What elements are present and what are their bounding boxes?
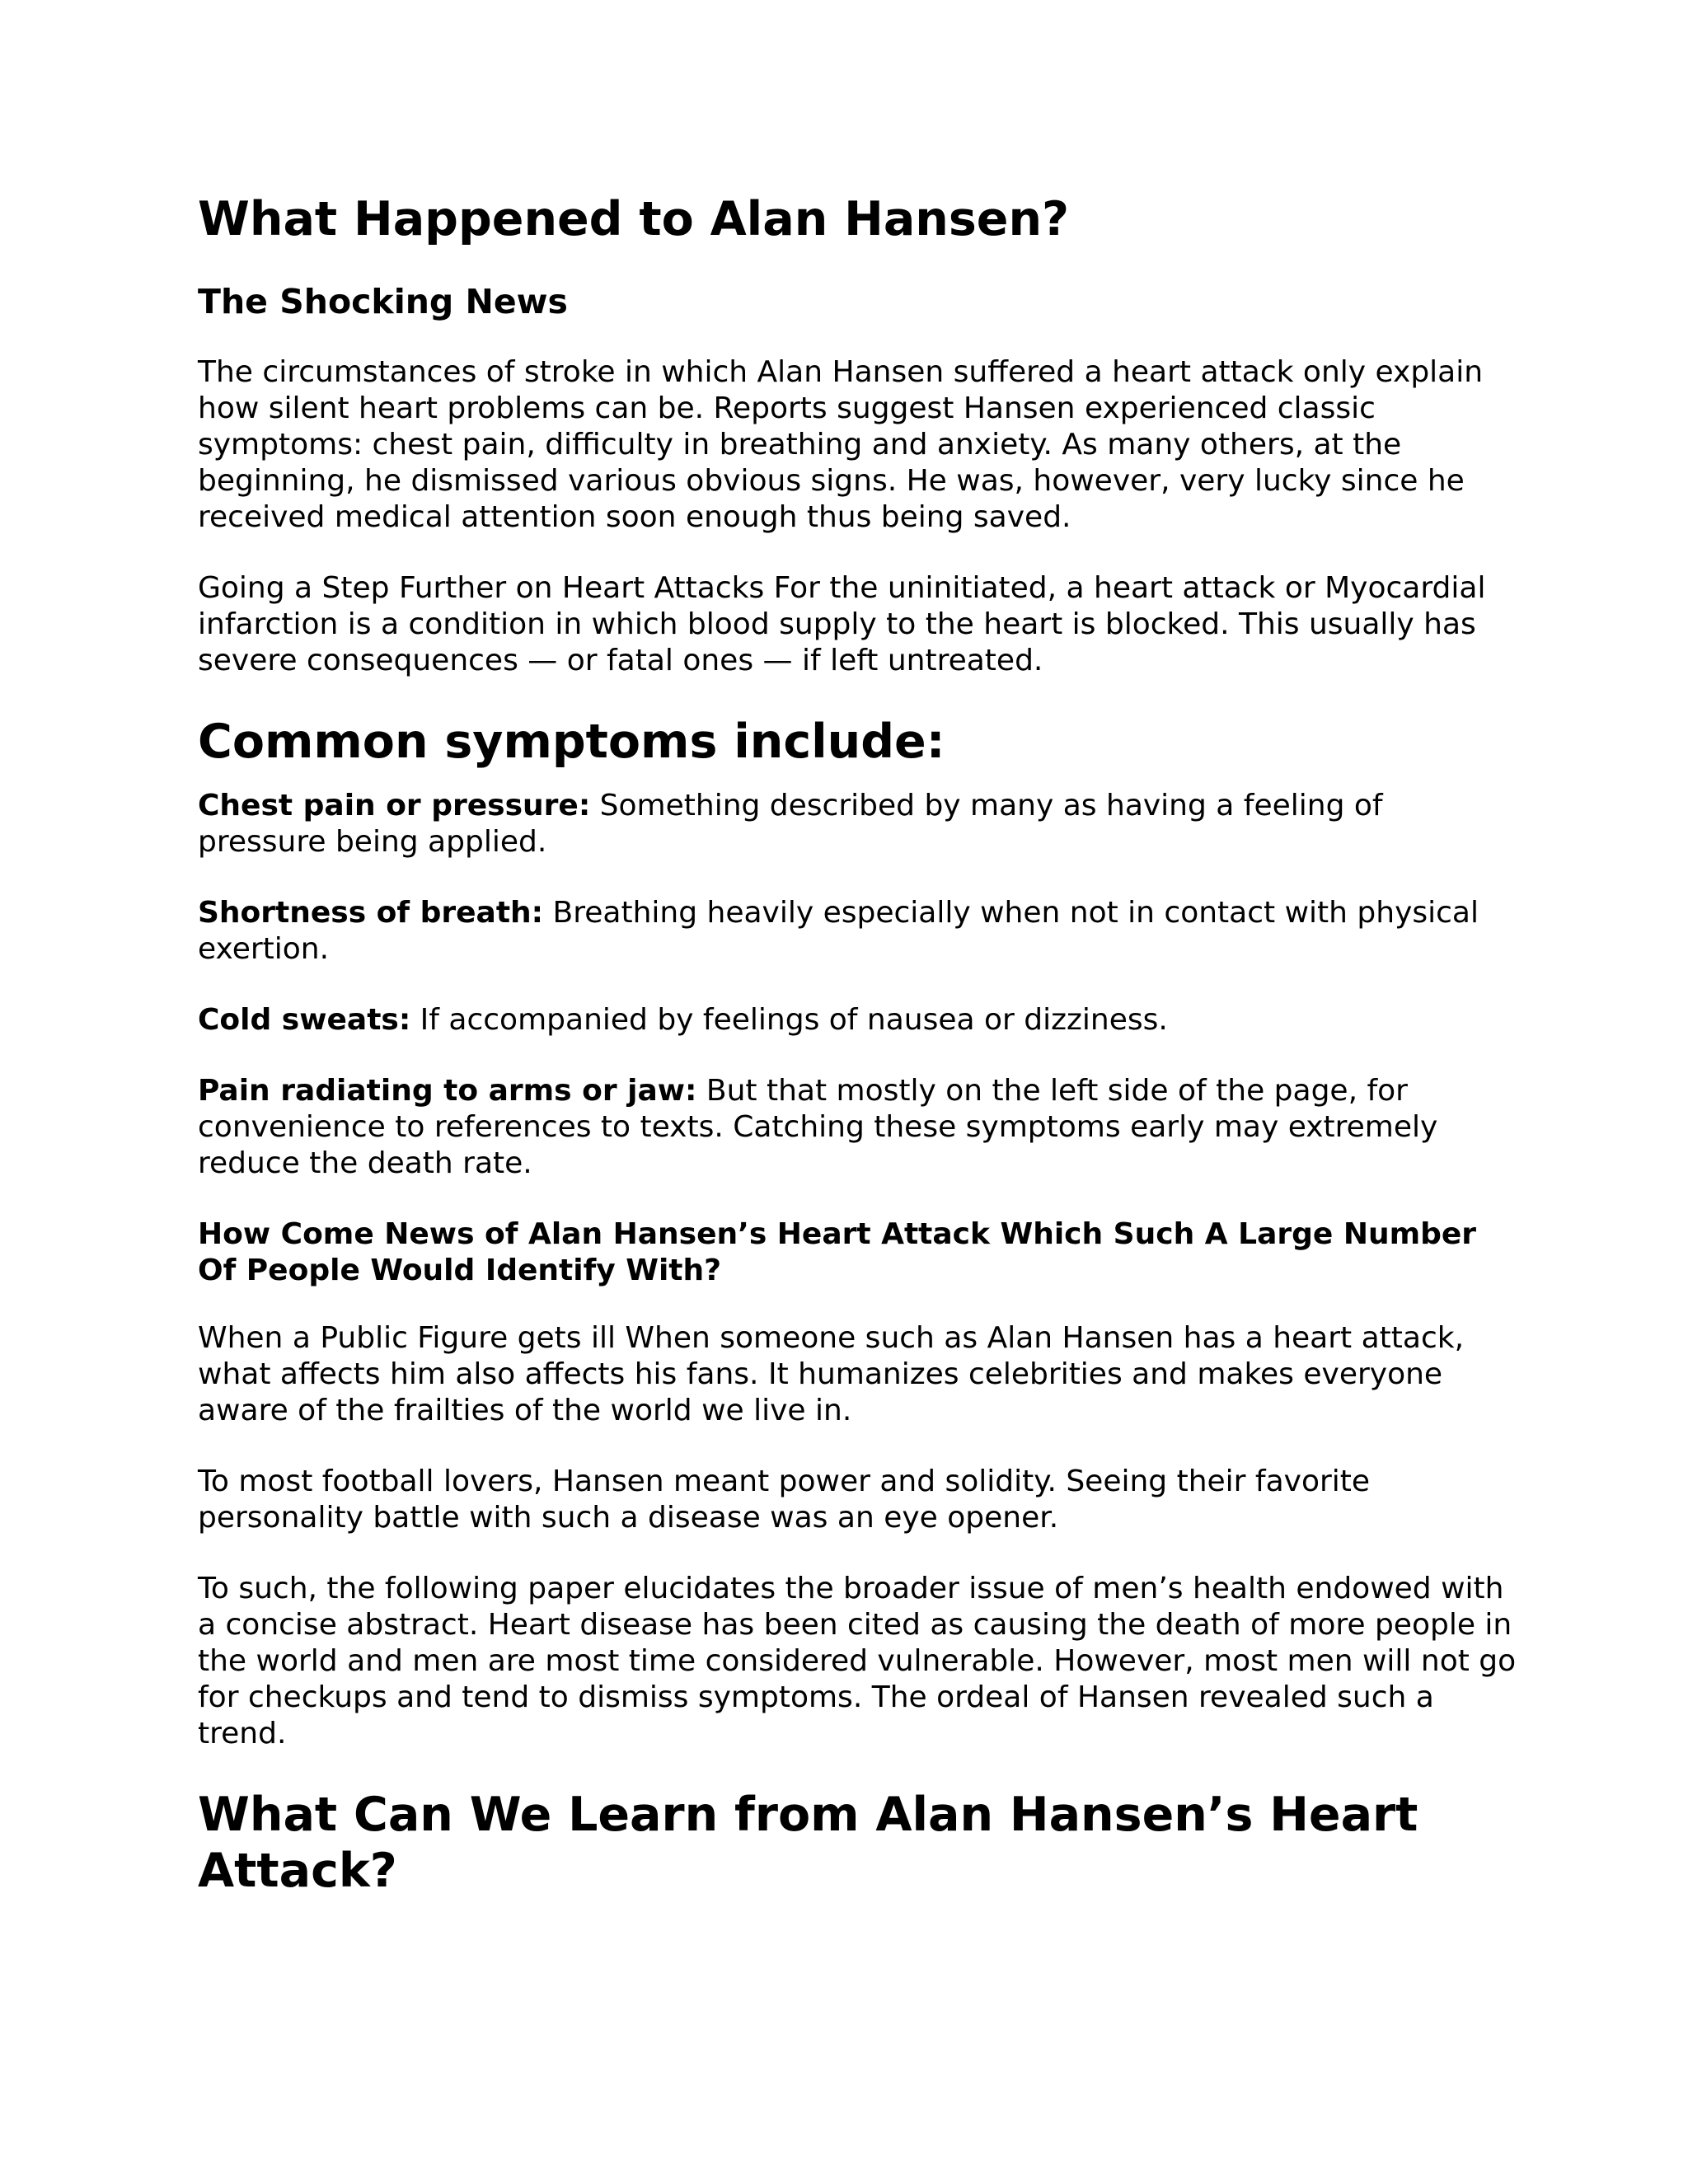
symptom-term: Pain radiating to arms or jaw: xyxy=(198,1074,697,1108)
symptom-description: If accompanied by feelings of nausea or dizziness. xyxy=(410,1003,1168,1037)
paragraph-football-lovers: To most football lovers, Hansen meant power and solidity. Seeing their favorite personality battle with such a disease was an eye opener. xyxy=(198,1465,1371,1535)
symptom-item xyxy=(198,788,1517,860)
symptom-item xyxy=(198,1002,1517,1038)
symptom-term: Chest pain or pressure: xyxy=(198,789,591,823)
paragraph-circumstances: The circumstances of stroke in which Alan Hansen suffered a heart attack only explain how silent heart problems can be. Reports suggest Hansen experienced classic symptoms: chest pain, difficulty in breathing and anxiety. As many others, at the beginning, he dismissed various obvious signs. He was, however, very lucky since he received medical attention soon enough thus being saved. xyxy=(198,355,1484,534)
page-title: What Happened to Alan Hansen? xyxy=(198,192,1070,246)
symptom-description: But that mostly on the left side of the page, for convenience to references to texts. Catching these symptoms early may extremely reduce the death rate. xyxy=(198,1074,1438,1180)
paragraph-mens-health: To such, the following paper elucidates the broader issue of men’s health endowed with a concise abstract. Heart disease has been cited as causing the death of more people in the world and men are most time considered vulnerable. However, most men will not go for checkups and tend to dismiss symptoms. The ordeal of Hansen revealed such a trend. xyxy=(198,1572,1517,1750)
symptom-term: Shortness of breath: xyxy=(198,896,544,930)
paragraph-heart-attack-definition: Going a Step Further on Heart Attacks For the uninitiated, a heart attack or Myocardial infarction is a condition in which blood supply to the heart is blocked. This usually has severe consequences — or fatal ones — if left untreated. xyxy=(198,571,1486,677)
learn-heading: What Can We Learn from Alan Hansen’s Heart Attack? xyxy=(198,1788,1418,1898)
section-heading-shocking-news: The Shocking News xyxy=(198,282,568,321)
article xyxy=(198,191,1517,1932)
symptom-item xyxy=(198,895,1517,968)
symptom-term: Cold sweats: xyxy=(198,1003,411,1037)
symptom-description: Something described by many as having a feeling of pressure being applied. xyxy=(198,789,1383,859)
symptoms-heading: Common symptoms include: xyxy=(198,715,945,769)
paragraph-public-figure: When a Public Figure gets ill When someone such as Alan Hansen has a heart attack, what affects him also affects his fans. It humanizes celebrities and makes everyone aware of the frailties of the world we live in. xyxy=(198,1321,1465,1427)
symptom-description: Breathing heavily especially when not in contact with physical exertion. xyxy=(198,896,1479,966)
symptom-item xyxy=(198,1073,1517,1182)
section-heading-identify: How Come News of Alan Hansen’s Heart Attack Which Such A Large Number Of People Would Identify With? xyxy=(198,1217,1477,1287)
